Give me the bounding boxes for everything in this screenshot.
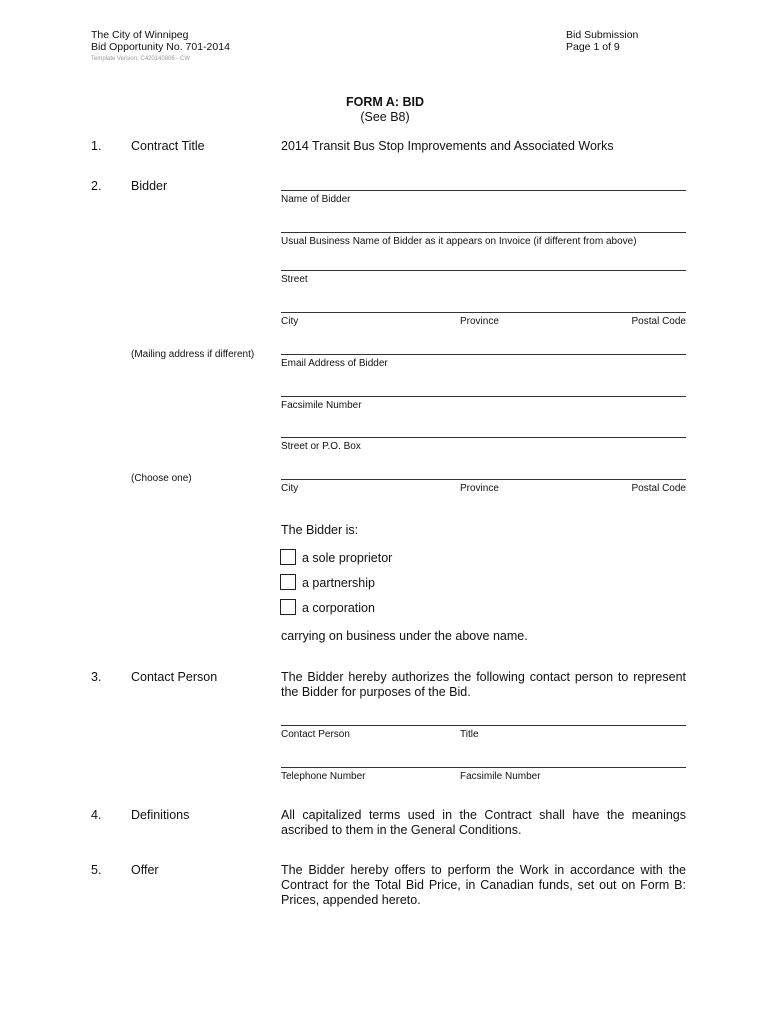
postal-code-label: Postal Code xyxy=(631,316,686,327)
section-4-number: 4. xyxy=(91,808,102,822)
sole-proprietor-checkbox[interactable] xyxy=(280,549,296,565)
corporation-checkbox[interactable] xyxy=(280,599,296,615)
email-field[interactable] xyxy=(281,354,686,355)
bidder-name-label: Name of Bidder xyxy=(281,194,351,205)
postal-code-label-2: Postal Code xyxy=(631,483,686,494)
sole-proprietor-label: a sole proprietor xyxy=(302,551,393,565)
bidder-name-field[interactable] xyxy=(281,190,686,191)
city-province-postal-field-2[interactable] xyxy=(281,479,686,480)
header-page-number: Page 1 of 9 xyxy=(566,41,620,53)
template-version: Template Version: C420140806 - CW xyxy=(91,56,191,62)
header-bid-submission: Bid Submission xyxy=(566,29,639,41)
corporation-label: a corporation xyxy=(302,601,375,615)
street-field[interactable] xyxy=(281,270,686,271)
business-name-field[interactable] xyxy=(281,232,686,233)
fax-label: Facsimile Number xyxy=(281,400,362,411)
fax-field[interactable] xyxy=(281,396,686,397)
province-label: Province xyxy=(460,316,499,327)
contact-phone-fax-field[interactable] xyxy=(281,767,686,768)
offer-text: The Bidder hereby offers to perform the Work in accordance with the Contract for the Total Bid Price, in Canadian funds, set out on Form B: Prices, appended hereto. xyxy=(281,863,686,907)
contract-title-value: 2014 Transit Bus Stop Improvements and Associated Works xyxy=(281,139,614,153)
header-city: The City of Winnipeg xyxy=(91,29,189,41)
partnership-checkbox[interactable] xyxy=(280,574,296,590)
street-po-field[interactable] xyxy=(281,437,686,438)
street-po-label: Street or P.O. Box xyxy=(281,441,361,452)
contact-fax-label: Facsimile Number xyxy=(460,771,541,782)
partnership-label: a partnership xyxy=(302,576,375,590)
email-label: Email Address of Bidder xyxy=(281,358,388,369)
city-label-2: City xyxy=(281,483,299,494)
contact-person-field[interactable] xyxy=(281,725,686,726)
contact-person-label: Contact Person xyxy=(281,729,350,740)
section-3-label: Contact Person xyxy=(131,670,218,684)
definitions-text: All capitalized terms used in the Contract shall have the meanings ascribed to them in the General Conditions. xyxy=(281,808,686,837)
carrying-on-business-text: carrying on business under the above name. xyxy=(281,629,528,643)
section-4-label: Definitions xyxy=(131,808,190,822)
mailing-address-note: (Mailing address if different) xyxy=(131,349,255,360)
section-3-number: 3. xyxy=(91,670,102,684)
section-2-number: 2. xyxy=(91,179,102,193)
bidder-is-heading: The Bidder is: xyxy=(281,523,359,537)
contact-authorization-text: The Bidder hereby authorizes the following contact person to represent the Bidder for purposes of the Bid. xyxy=(281,670,686,699)
section-1-label: Contract Title xyxy=(131,139,205,153)
business-name-label: Usual Business Name of Bidder as it appears on Invoice (if different from above) xyxy=(281,236,637,247)
street-label: Street xyxy=(281,274,308,285)
city-label: City xyxy=(281,316,299,327)
section-5-number: 5. xyxy=(91,863,102,877)
form-title: FORM A: BID xyxy=(346,95,424,109)
contact-title-label: Title xyxy=(460,729,479,740)
section-5-label: Offer xyxy=(131,863,159,877)
province-label-2: Province xyxy=(460,483,499,494)
section-1-number: 1. xyxy=(91,139,102,153)
city-province-postal-field[interactable] xyxy=(281,312,686,313)
choose-one-note: (Choose one) xyxy=(131,473,192,484)
telephone-number-label: Telephone Number xyxy=(281,771,366,782)
header-bid-opportunity: Bid Opportunity No. 701-2014 xyxy=(91,41,230,53)
form-subtitle: (See B8) xyxy=(360,110,410,124)
section-2-label: Bidder xyxy=(131,179,168,193)
